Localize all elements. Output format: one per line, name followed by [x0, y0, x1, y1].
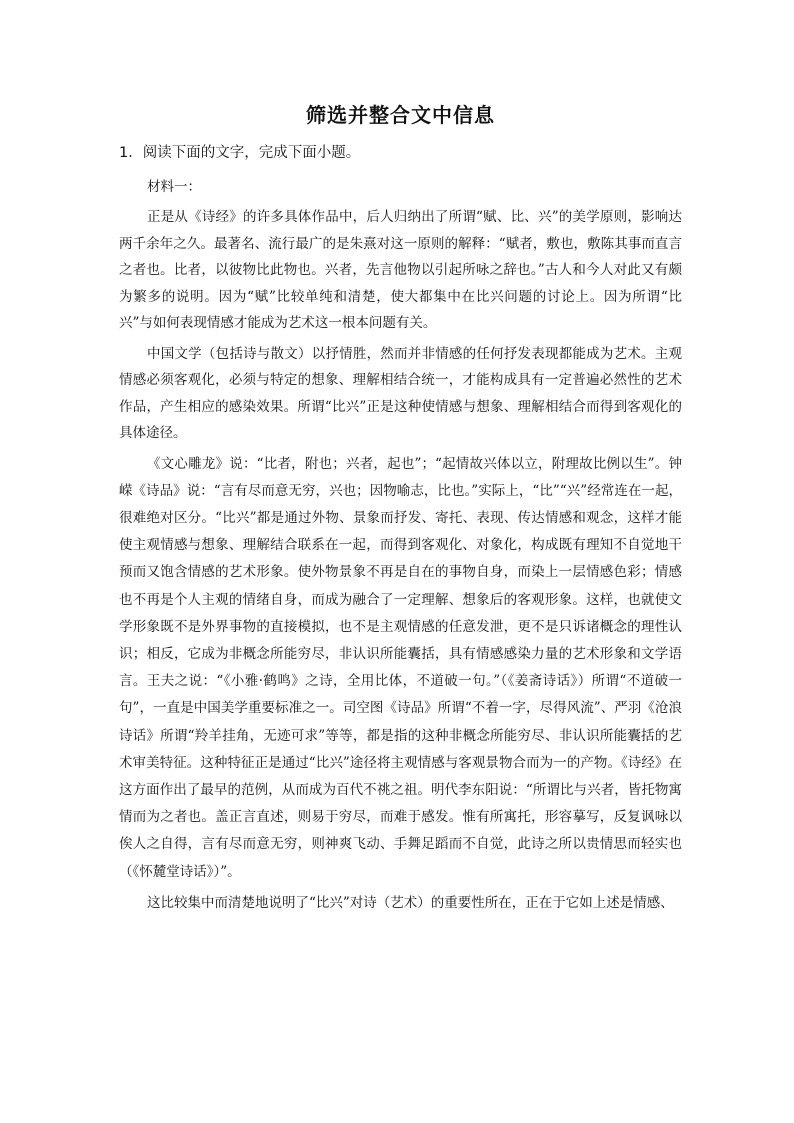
- paragraph-2: 中国文学（包括诗与散文）以抒情胜，然而并非情感的任何抒发表现都能成为艺术。主观情感必须客观化，必须与特定的想象、理解相结合统一，才能构成具有一定普遍必然性的艺术作品，产生相应的感染效果。所谓“比兴”正是这种使情感与想象、理解相结合而得到客观化的具体途径。: [119, 345, 682, 441]
- paragraph-3: 《文心雕龙》说：“比者，附也；兴者，起也”；“起情故兴体以立，附理故比例以生”。钟嵘《诗品》说：“言有尽而意无穷，兴也；因物喻志，比也。”实际上，“比”“兴”经常连在一起，很难绝对区分。“比兴”都是通过外物、景象而抒发、寄托、表现、传达情感和观念，这样才能使主观情感与想象、理解结合联系在一起，而得到客观化、对象化，构成既有理知不自觉地干预而又饱含情感的艺术形象。使外物景象不再是自在的事物自身，而染上一层情感色彩；情感也不再是个人主观的情绪自身，而成为融合了一定理解、想象后的客观形象。这样，也就使文学形象既不是外界事物的直接模拟，也不是主观情感的任意发泄，更不是只诉诸概念的理性认识；相反，它成为非概念所能穷尽，非认识所能囊括，具有情感感染力量的艺术形象和文学语言。王夫之说：“《小雅·鹤鸣》之诗，全用比体，不道破一句。”（《姜斋诗话》）所谓“不道破一句”，一直是中国美学重要标准之一。司空图《诗品》所谓“不着一字，尽得风流”、严羽《沧浪诗话》所谓“羚羊挂角，无迹可求”等等，都是指的这种非概念所能穷尽、非认识所能囊括的艺术审美特征。这种特征正是通过“比兴”途径将主观情感与客观景物合而为一的产物。《诗经》在这方面作出了最早的范例，从而成为百代不祧之祖。明代李东阳说：“所谓比与兴者，皆托物寓情而为之者也。盖正言直述，则易于穷尽，而难于感发。惟有所寓托，形容摹写，反复讽咏以俟人之自得，言有尽而意无穷，则神爽飞动、手舞足蹈而不自觉，此诗之所以贵情思而轻实也（《怀麓堂诗话》）”。: [119, 455, 682, 880]
- question-prompt: 1．阅读下面的文字，完成下面小题。: [119, 145, 361, 161]
- paragraph-4: 这比较集中而清楚地说明了“比兴”对诗（艺术）的重要性所在，正在于它如上述是情感、: [147, 894, 674, 911]
- material-label: 材料一：: [147, 179, 201, 195]
- document-title: 筛选并整合文中信息: [306, 103, 495, 127]
- paragraph-1: 正是从《诗经》的许多具体作品中，后人归纳出了所谓“赋、比、兴”的美学原则，影响达两千余年之久。最著名、流行最广的是朱熹对这一原则的解释：“赋者，敷也，敷陈其事而直言之者也。比者，以彼物比此物也。兴者，先言他物以引起所咏之辞也。”古人和今人对此又有颇为繁多的说明。因为“赋”比较单纯和清楚，使大都集中在比兴问题的讨论上。因为所谓“比兴”与如何表现情感才能成为艺术这一根本问题有关。: [119, 209, 682, 331]
